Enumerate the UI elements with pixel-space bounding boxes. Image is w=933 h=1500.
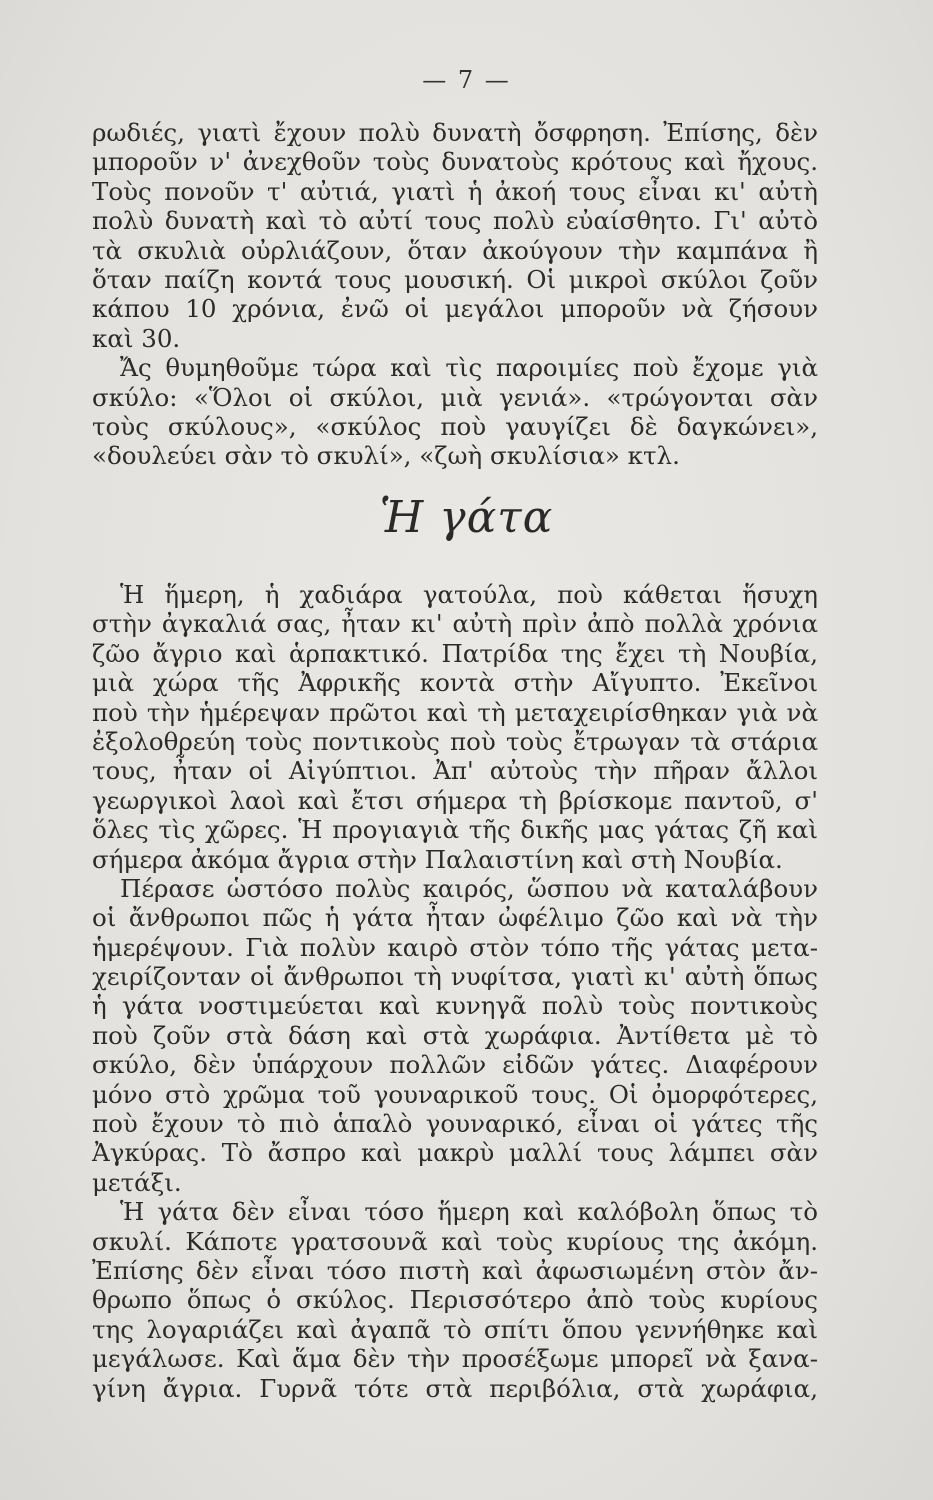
text-line: της λογαριάζει καὶ ἀγαπᾶ τὸ σπίτι ὅπου γεννήθηκε καὶ (92, 1314, 818, 1344)
text-line: γεωργικοὶ λαοὶ καὶ ἔτσι σήμερα τὴ βρίσκομε παντοῦ, σ' (92, 785, 818, 815)
text-line: «δουλεύει σὰν τὸ σκυλί», «ζωὴ σκυλίσια» κτλ. (92, 441, 680, 471)
text-line: ρωδιές, γιατὶ ἔχουν πολὺ δυνατὴ ὄσφρηση. Ἐπίσης, δὲν (92, 118, 818, 147)
text-line: θρωπο ὅπως ὁ σκύλος. Περισσότερο ἀπὸ τοὺς κυρίους (92, 1285, 818, 1315)
dog-section-continuation (92, 118, 818, 471)
text-line: ποὺ τὴν ἡμέρεψαν πρῶτοι καὶ τὴ μεταχειρίσθηκαν γιὰ νὰ (92, 697, 818, 727)
text-line: τοὺς σκύλους», «σκύλος ποὺ γαυγίζει δὲ δαγκώνει», (92, 411, 818, 441)
text-line: σκύλο: «Ὅλοι οἱ σκύλοι, μιὰ γενιά». «τρώγονται σὰν (92, 382, 818, 412)
text-line: σκύλο, δὲν ὑπάρχουν πολλῶν εἰδῶν γάτες. Διαφέρουν (92, 1050, 818, 1080)
text-line: κάπου 10 χρόνια, ἐνῶ οἱ μεγάλοι μποροῦν νὰ ζήσουν (92, 294, 818, 324)
text-line: ἐξολοθρεύη τοὺς ποντικοὺς ποὺ τοὺς ἔτρωγαν τὰ στάρια (92, 726, 818, 756)
text-line: μεγάλωσε. Καὶ ἅμα δὲν τὴν προσέξωμε μπορεῖ νὰ ξανα- (92, 1344, 818, 1374)
text-line: μόνο στὸ χρῶμα τοῦ γουναρικοῦ τους. Οἱ ὀμορφότερες, (92, 1079, 818, 1109)
text-line: τους, ἦταν οἱ Αἰγύπτιοι. Ἀπ' αὐτοὺς τὴν πῆραν ἄλλοι (92, 756, 818, 786)
text-line: τὰ σκυλιὰ οὐρλιάζουν, ὅταν ἀκούγουν τὴν καμπάνα ἢ (92, 235, 818, 265)
text-line: σήμερα ἀκόμα ἄγρια στὴν Παλαιστίνη καὶ στὴ Νουβία. (92, 844, 783, 874)
text-line: ζῶο ἄγριο καὶ ἁρπακτικό. Πατρίδα της ἔχει τὴ Νουβία, (92, 638, 818, 668)
text-line: ποὺ ἔχουν τὸ πιὸ ἁπαλὸ γουναρικό, εἶναι οἱ γάτες τῆς (92, 1109, 818, 1139)
text-line: γίνη ἄγρια. Γυρνᾶ τότε στὰ περιβόλια, στὰ χωράφια, (92, 1373, 818, 1403)
text-line: Πέρασε ὡστόσο πολὺς καιρός, ὥσπου νὰ καταλάβουν (120, 873, 818, 903)
text-line: Τοὺς πονοῦν τ' αὐτιά, γιατὶ ἡ ἀκοή τους εἶναι κι' αὐτὴ (92, 176, 818, 206)
text-line: ἡ γάτα νοστιμεύεται καὶ κυνηγᾶ πολὺ τοὺς ποντικοὺς (92, 991, 818, 1021)
page-number: — 7 — (422, 66, 511, 94)
text-line: πολὺ δυνατὴ καὶ τὸ αὐτί τους πολὺ εὐαίσθητο. Γι' αὐτὸ (92, 206, 818, 236)
text-line: Ἀγκύρας. Τὸ ἄσπρο καὶ μακρὺ μαλλί τους λάμπει σὰν (92, 1138, 818, 1168)
text-line: μιὰ χώρα τῆς Ἀφρικῆς κοντὰ στὴν Αἴγυπτο. Ἐκεῖνοι (92, 668, 818, 698)
section-heading: Ἡ γάτα (379, 492, 554, 543)
text-line: Ἄς θυμηθοῦμε τώρα καὶ τὶς παροιμίες ποὺ ἔχομε γιὰ (120, 353, 818, 383)
text-line: στὴν ἀγκαλιά σας, ἦταν κι' αὐτὴ πρὶν ἀπὸ πολλὰ χρόνια (92, 609, 818, 639)
text-line: καὶ 30. (92, 323, 181, 353)
cat-section (92, 580, 818, 1403)
text-line: μποροῦν ν' ἀνεχθοῦν τοὺς δυνατοὺς κρότους καὶ ἤχους. (92, 147, 818, 177)
text-line: χειρίζονταν οἱ ἄνθρωποι τὴ νυφίτσα, γιατὶ κι' αὐτὴ ὅπως (92, 962, 818, 992)
text-line: ἡμερέψουν. Γιὰ πολὺν καιρὸ στὸν τόπο τῆς γάτας μετα- (92, 932, 818, 962)
text-line: Ἡ ἥμερη, ἡ χαδιάρα γατούλα, ποὺ κάθεται ἥσυχη (120, 580, 818, 609)
text-line: σκυλί. Κάποτε γρατσουνᾶ καὶ τοὺς κυρίους της ἀκόμη. (92, 1226, 818, 1256)
text-line: μετάξι. (92, 1167, 182, 1197)
text-line: ποὺ ζοῦν στὰ δάση καὶ στὰ χωράφια. Ἀντίθετα μὲ τὸ (92, 1020, 818, 1050)
text-line: Ἡ γάτα δὲν εἶναι τόσο ἥμερη καὶ καλόβολη ὅπως τὸ (120, 1197, 818, 1227)
text-line: ὅλες τὶς χῶρες. Ἡ προγιαγιὰ τῆς δικῆς μας γάτας ζῆ καὶ (92, 815, 818, 845)
text-line: ὅταν παίζη κοντά τους μουσική. Οἱ μικροὶ σκύλοι ζοῦν (92, 264, 818, 294)
text-line: οἱ ἄνθρωποι πῶς ἡ γάτα ἦταν ὠφέλιμο ζῶο καὶ νὰ τὴν (92, 903, 818, 933)
text-line: Ἐπίσης δὲν εἶναι τόσο πιστὴ καὶ ἀφωσιωμένη στὸν ἄν- (92, 1255, 818, 1285)
